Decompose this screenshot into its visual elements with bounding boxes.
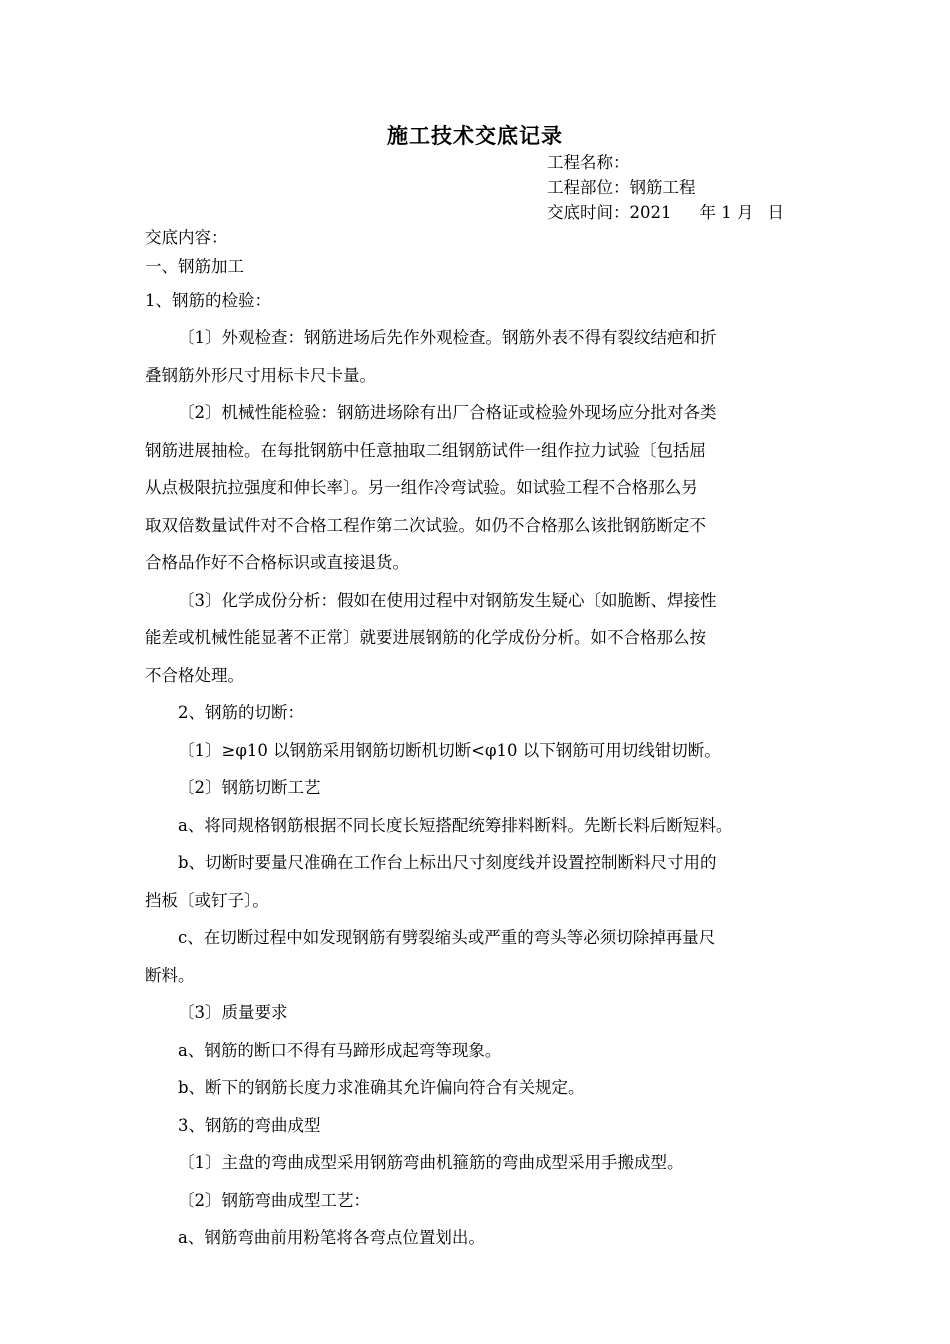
paragraph-line: 叠钢筋外形尺寸用标卡尺卡量。 bbox=[145, 365, 376, 385]
date-day-unit: 日 bbox=[767, 203, 784, 222]
paragraph-line: 2、钢筋的切断： bbox=[178, 703, 304, 722]
paragraph-line: a、钢筋的断口不得有马蹄形成起弯等现象。 bbox=[178, 1040, 502, 1060]
paragraph-line: 〔3〕化学成份分析：假如在使用过程中对钢筋发生疑心〔如脆断、焊接性 bbox=[178, 590, 717, 610]
paragraph-line: 〔2〕钢筋切断工艺 bbox=[178, 778, 321, 797]
project-part-value: 钢筋工程 bbox=[629, 178, 696, 197]
paragraph-line: 断料。 bbox=[145, 965, 195, 985]
project-name-label: 工程名称： bbox=[547, 153, 630, 172]
document-meta bbox=[547, 150, 784, 225]
paragraph-line: 〔2〕机械性能检验：钢筋进场除有出厂合格证或检验外现场应分批对各类 bbox=[178, 403, 717, 422]
paragraph-line: 挡板〔或钉子〕。 bbox=[145, 890, 269, 910]
paragraph bbox=[145, 1144, 815, 1182]
paragraph bbox=[145, 394, 815, 582]
date-label: 交底时间： bbox=[547, 203, 630, 222]
paragraph-line: 能差或机械性能显著不正常〕就要进展钢筋的化学成份分析。如不合格那么按 bbox=[145, 628, 706, 647]
document-title: 施工技术交底记录 bbox=[387, 124, 563, 148]
paragraph bbox=[145, 1107, 815, 1145]
paragraph-line: 〔1〕外观检查：钢筋进场后先作外观检查。钢筋外表不得有裂纹结疤和折 bbox=[178, 328, 717, 347]
project-part-label: 工程部位： bbox=[547, 178, 630, 197]
paragraph-line: 3、钢筋的弯曲成型 bbox=[178, 1115, 321, 1135]
date-month-unit: 月 bbox=[737, 203, 754, 222]
paragraph-line: 〔3〕质量要求 bbox=[178, 1003, 288, 1022]
paragraph bbox=[145, 1032, 815, 1070]
paragraph-line: a、将同规格钢筋根据不同长度长短搭配统筹排料断料。先断长料后断短料。 bbox=[178, 815, 733, 835]
paragraph bbox=[145, 1069, 815, 1107]
paragraph bbox=[145, 582, 815, 695]
date-year-unit: 年 bbox=[699, 203, 716, 222]
paragraph bbox=[145, 807, 815, 845]
paragraph-line: a、钢筋弯曲前用粉笔将各弯点位置划出。 bbox=[178, 1228, 485, 1247]
paragraph-line: c、在切断过程中如发现钢筋有劈裂缩头或严重的弯头等必须切除掉再量尺 bbox=[178, 928, 716, 947]
paragraph bbox=[145, 1182, 815, 1220]
paragraph-line: 不合格处理。 bbox=[145, 665, 244, 685]
paragraph bbox=[145, 319, 815, 394]
paragraph-line: 〔1〕≥φ10 以钢筋采用钢筋切断机切断<φ10 以下钢筋可用切线钳切断。 bbox=[178, 740, 721, 760]
paragraph-list bbox=[145, 319, 815, 1257]
paragraph-line: b、断下的钢筋长度力求准确其允许偏向符合有关规定。 bbox=[178, 1078, 585, 1097]
paragraph bbox=[145, 994, 815, 1032]
paragraph-line: 〔2〕钢筋弯曲成型工艺： bbox=[178, 1190, 370, 1210]
paragraph bbox=[145, 732, 815, 770]
project-name-row bbox=[547, 150, 784, 175]
date-month: 1 bbox=[721, 203, 732, 222]
date-year: 2021 bbox=[629, 203, 672, 222]
project-part-row bbox=[547, 175, 784, 200]
document-body bbox=[145, 225, 815, 1257]
paragraph bbox=[145, 919, 815, 994]
date-row bbox=[547, 200, 784, 225]
paragraph-line: 〔1〕主盘的弯曲成型采用钢筋弯曲机箍筋的弯曲成型采用手搬成型。 bbox=[178, 1153, 684, 1172]
paragraph-line: 合格品作好不合格标识或直接退货。 bbox=[145, 553, 409, 572]
subsection-heading: 1、钢筋的检验： bbox=[145, 291, 271, 310]
paragraph bbox=[145, 844, 815, 919]
section-heading: 一、钢筋加工 bbox=[145, 257, 244, 276]
paragraph-line: 钢筋进展抽检。在每批钢筋中任意抽取二组钢筋试件一组作拉力试验〔包括屈 bbox=[145, 440, 706, 460]
paragraph-line: 从点极限抗拉强度和伸长率〕。另一组作冷弯试验。如试验工程不合格那么另 bbox=[145, 478, 698, 497]
paragraph-line: 取双倍数量试件对不合格工程作第二次试验。如仍不合格那么该批钢筋断定不 bbox=[145, 515, 706, 535]
paragraph bbox=[145, 1219, 815, 1257]
paragraph bbox=[145, 694, 815, 732]
paragraph bbox=[145, 769, 815, 807]
content-label: 交底内容： bbox=[145, 228, 228, 247]
paragraph-line: b、切断时要量尺准确在工作台上标出尺寸刻度线并设置控制断料尺寸用的 bbox=[178, 853, 717, 872]
